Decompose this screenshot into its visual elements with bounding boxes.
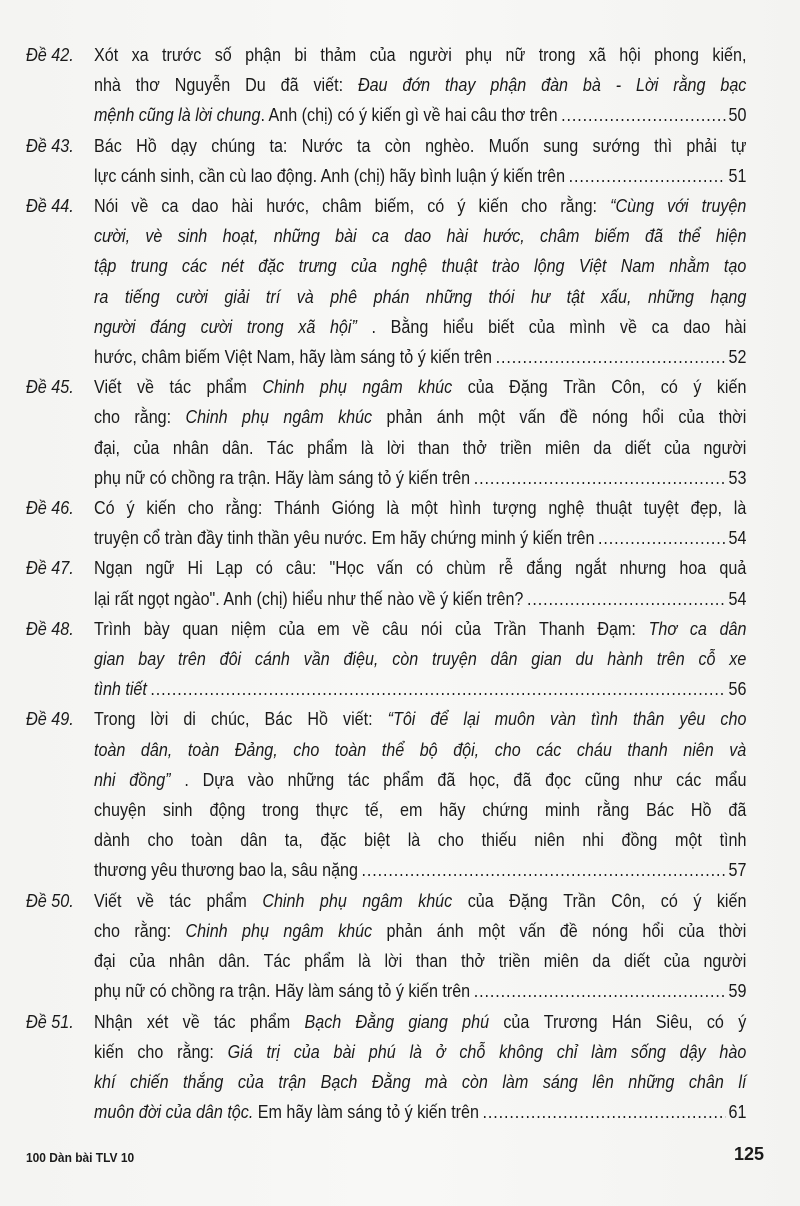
- entry-text: Nói về ca dao hài hước, châm biếm, có ý kiến cho rằng: “Cùng với truyện: [94, 196, 747, 217]
- entry-label: Đề 46.: [26, 498, 74, 519]
- toc-entry: [26, 553, 746, 613]
- entry-text: gian bay trên đôi cánh vần điệu, còn truyện dân gian du hành trên cỗ xe: [94, 649, 747, 670]
- table-of-contents: [26, 40, 746, 1127]
- entry-body: [94, 614, 800, 705]
- entry-last-line: [94, 161, 746, 191]
- entry-label: Đề 51.: [26, 1011, 74, 1032]
- entry-text: Nhận xét về tác phẩm Bạch Đằng giang phú của Trương Hán Siêu, có ý: [94, 1011, 747, 1032]
- entry-last-line: [94, 1097, 746, 1127]
- entry-text: thương yêu thương bao la, sâu nặng: [94, 860, 358, 881]
- entry-body: [94, 131, 800, 191]
- entry-last-line: [94, 100, 746, 130]
- entry-text: mệnh cũng là lời chung. Anh (chị) có ý kiến gì về hai câu thơ trên: [94, 105, 558, 126]
- entry-text: cho rằng: Chinh phụ ngâm khúc phản ánh một vấn đề nóng hổi của thời: [94, 407, 747, 428]
- entry-text: Xót xa trước số phận bi thảm của người phụ nữ trong xã hội phong kiến,: [94, 45, 747, 65]
- entry-line: [94, 916, 746, 946]
- entry-body: [94, 1007, 800, 1128]
- entry-text: Ngạn ngữ Hi Lạp có câu: "Học vấn có chùm rễ đắng ngắt nhưng hoa quả: [94, 558, 747, 579]
- entry-body: [94, 493, 800, 553]
- leader-dots: [527, 584, 726, 614]
- entry-page-number: 54: [728, 528, 747, 549]
- entry-text: lực cánh sinh, cần cù lao động. Anh (chị) hãy bình luận ý kiến trên: [94, 165, 566, 186]
- entry-page-number: 52: [728, 347, 747, 368]
- entry-line: [94, 70, 746, 100]
- entry-last-line: [94, 523, 746, 553]
- toc-entry: [26, 191, 746, 372]
- entry-line: [94, 1007, 746, 1037]
- entry-line: [94, 1037, 746, 1067]
- entry-line: [94, 946, 746, 976]
- entry-line: [94, 704, 746, 734]
- entry-text: hước, châm biếm Việt Nam, hãy làm sáng tỏ ý kiến trên: [94, 347, 493, 368]
- entry-text: Bác Hồ dạy chúng ta: Nước ta còn nghèo. Muốn sung sướng thì phải tự: [94, 135, 747, 156]
- entry-line: [94, 221, 746, 251]
- entry-line: [94, 40, 746, 70]
- toc-entry: [26, 704, 746, 885]
- entry-last-line: [94, 855, 746, 885]
- entry-page-number: 51: [728, 165, 747, 186]
- entry-line: [94, 493, 746, 523]
- toc-entry: [26, 40, 746, 131]
- footer-book-title: 100 Dàn bài TLV 10: [26, 1150, 135, 1165]
- entry-body: [94, 553, 800, 613]
- entry-text: nhà thơ Nguyễn Du đã viết: Đau đớn thay phận đàn bà - Lời rằng bạc: [94, 75, 747, 96]
- entry-text: đại của nhân dân. Tác phẩm là lời than thở triền miên da diết của người: [94, 951, 747, 972]
- entry-last-line: [94, 674, 746, 704]
- entry-page-number: 56: [728, 679, 747, 700]
- entry-page-number: 61: [728, 1102, 747, 1123]
- entry-label: Đề 49.: [26, 709, 74, 730]
- leader-dots: [598, 523, 726, 553]
- entry-body: [94, 704, 800, 885]
- entry-line: [94, 433, 746, 463]
- entry-label: Đề 45.: [26, 377, 74, 398]
- entry-label: Đề 47.: [26, 558, 74, 579]
- entry-label: Đề 50.: [26, 890, 74, 911]
- leader-dots: [474, 976, 726, 1006]
- entry-label: Đề 42.: [26, 45, 74, 65]
- entry-last-line: [94, 342, 746, 372]
- entry-label: Đề 43.: [26, 135, 74, 156]
- leader-dots: [569, 161, 726, 191]
- toc-entry: [26, 614, 746, 705]
- leader-dots: [496, 342, 726, 372]
- entry-text: đại, của nhân dân. Tác phẩm là lời than thở triền miên da diết của người: [94, 437, 747, 458]
- entry-text: người đáng cười trong xã hội” . Bằng hiểu biết của mình về ca dao hài: [94, 316, 747, 337]
- entry-label: Đề 44.: [26, 196, 74, 217]
- entry-body: [94, 40, 800, 131]
- entry-text: kiến cho rằng: Giá trị của bài phú là ở chỗ không chỉ làm sống dậy hào: [94, 1041, 747, 1062]
- entry-body: [94, 886, 800, 1007]
- entry-body: [94, 372, 800, 493]
- entry-page-number: 54: [728, 588, 747, 609]
- entry-text: Trình bày quan niệm của em về câu nói của Trần Thanh Đạm: Thơ ca dân: [94, 618, 747, 639]
- entry-line: [94, 251, 746, 281]
- toc-entry: [26, 131, 746, 191]
- entry-line: [94, 1067, 746, 1097]
- entry-text: phụ nữ có chồng ra trận. Hãy làm sáng tỏ ý kiến trên: [94, 981, 471, 1002]
- entry-label: Đề 48.: [26, 618, 74, 639]
- entry-text: lại rất ngọt ngào". Anh (chị) hiểu như thế nào về ý kiến trên?: [94, 588, 524, 609]
- leader-dots: [483, 1097, 726, 1127]
- entry-text: tình tiết: [94, 679, 147, 700]
- entry-text: Trong lời di chúc, Bác Hồ viết: “Tôi để lại muôn vàn tình thân yêu cho: [94, 709, 747, 730]
- entry-line: [94, 886, 746, 916]
- entry-line: [94, 644, 746, 674]
- entry-text: tập trung các nét đặc trưng của nghệ thuật trào lộng Việt Nam nhằm tạo: [94, 256, 747, 277]
- entry-line: [94, 765, 746, 795]
- entry-text: ra tiếng cười giải trí và phê phán những thói hư tật xấu, những hạng: [94, 286, 747, 307]
- entry-text: khí chiến thắng của trận Bạch Đằng mà còn làm sáng lên những chân lí: [94, 1071, 747, 1092]
- entry-last-line: [94, 463, 746, 493]
- entry-line: [94, 312, 746, 342]
- entry-page-number: 59: [728, 981, 747, 1002]
- toc-entry: [26, 1007, 746, 1128]
- entry-body: [94, 191, 800, 372]
- entry-text: phụ nữ có chồng ra trận. Hãy làm sáng tỏ ý kiến trên: [94, 467, 471, 488]
- entry-line: [94, 131, 746, 161]
- toc-entry: [26, 493, 746, 553]
- entry-line: [94, 402, 746, 432]
- entry-line: [94, 825, 746, 855]
- entry-page-number: 57: [728, 860, 747, 881]
- entry-line: [94, 282, 746, 312]
- entry-text: toàn dân, toàn Đảng, cho toàn thể bộ đội, cho các cháu thanh niên và: [94, 739, 747, 760]
- entry-last-line: [94, 976, 746, 1006]
- entry-text: dành cho toàn dân ta, đặc biệt là cho thiếu niên nhi đồng một tình: [94, 830, 747, 851]
- leader-dots: [474, 463, 726, 493]
- entry-text: Viết về tác phẩm Chinh phụ ngâm khúc của Đặng Trần Côn, có ý kiến: [94, 377, 747, 398]
- entry-text: chuyện sinh động trong thực tế, em hãy chứng minh rằng Bác Hồ đã: [94, 800, 747, 821]
- entry-text: truyện cổ tràn đầy tinh thần yêu nước. Em hãy chứng minh ý kiến trên: [94, 528, 595, 549]
- entry-line: [94, 614, 746, 644]
- leader-dots: [362, 855, 726, 885]
- toc-entry: [26, 886, 746, 1007]
- entry-text: Viết về tác phẩm Chinh phụ ngâm khúc của Đặng Trần Côn, có ý kiến: [94, 890, 747, 911]
- entry-text: Có ý kiến cho rằng: Thánh Gióng là một hình tượng nghệ thuật tuyệt đẹp, là: [94, 498, 747, 519]
- entry-line: [94, 553, 746, 583]
- entry-line: [94, 372, 746, 402]
- leader-dots: [561, 100, 726, 130]
- entry-line: [94, 735, 746, 765]
- footer-page-number: 125: [733, 1144, 764, 1164]
- toc-entry: [26, 372, 746, 493]
- entry-text: muôn đời của dân tộc. Em hãy làm sáng tỏ ý kiến trên: [94, 1102, 479, 1123]
- entry-page-number: 50: [728, 105, 747, 126]
- entry-line: [94, 795, 746, 825]
- entry-text: nhi đồng” . Dựa vào những tác phẩm đã học, đã đọc cũng như các mẩu: [94, 769, 747, 790]
- leader-dots: [150, 674, 725, 704]
- entry-text: cho rằng: Chinh phụ ngâm khúc phản ánh một vấn đề nóng hổi của thời: [94, 920, 747, 941]
- entry-page-number: 53: [728, 467, 747, 488]
- entry-last-line: [94, 584, 746, 614]
- entry-text: cười, vè sinh hoạt, những bài ca dao hài hước, châm biếm đã thể hiện: [94, 226, 747, 247]
- entry-line: [94, 191, 746, 221]
